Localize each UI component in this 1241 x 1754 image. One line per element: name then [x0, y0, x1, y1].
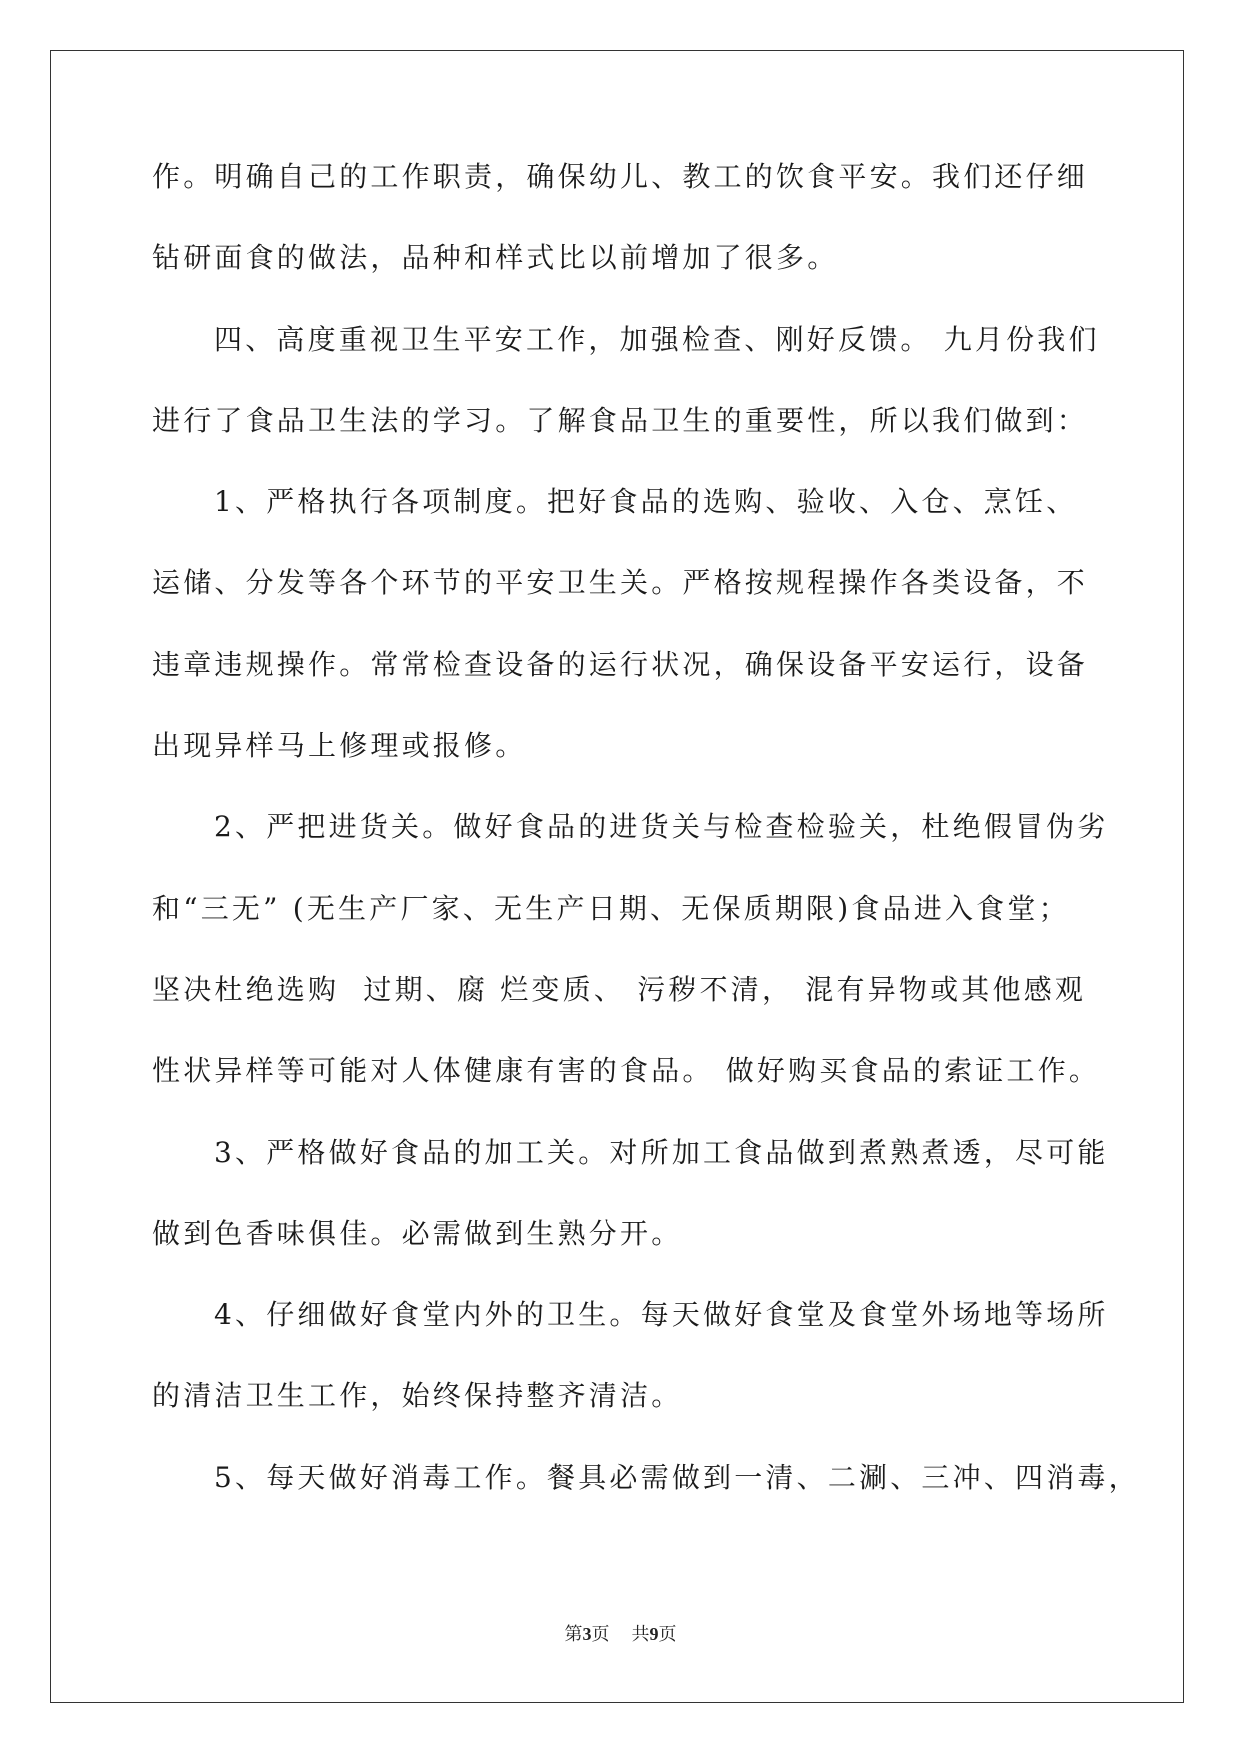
- paragraph-start-line: 1、严格执行各项制度。把好食品的选购、验收、入仓、烹饪、: [214, 485, 1078, 519]
- text-line: 作。明确自己的工作职责，确保幼儿、教工的饮食平安。我们还仔细: [152, 160, 1089, 193]
- page-footer: [0, 1620, 1241, 1646]
- page-number: 3: [582, 1624, 592, 1644]
- text-line: 进行了食品卫生法的学习。了解食品卫生的重要性，所以我们做到：: [152, 403, 1089, 437]
- total-prefix: 共: [631, 1624, 650, 1644]
- text-line: 运储、分发等各个环节的平安卫生关。严格按规程操作各类设备，不: [152, 566, 1089, 600]
- total-suffix: 页: [658, 1624, 677, 1644]
- text-line: 的清洁卫生工作，始终保持整齐清洁。: [152, 1379, 683, 1413]
- text-line: 和“三无” (无生产厂家、无生产日期、无保质期限)食品进入食堂；: [152, 891, 1070, 925]
- page-suffix: 页: [591, 1624, 610, 1644]
- document-body: [152, 160, 1140, 1542]
- paragraph-start-line: 4、仔细做好食堂内外的卫生。每天做好食堂及食堂外场地等场所: [214, 1298, 1109, 1332]
- paragraph-start-line: 3、严格做好食品的加工关。对所加工食品做到煮熟煮透，尽可能: [214, 1135, 1109, 1169]
- paragraph-start-line: 四、高度重视卫生平安工作，加强检查、刚好反馈。 九月份我们: [214, 322, 1100, 356]
- paragraph-start-line: 2、严把进货关。做好食品的进货关与检查检验关，杜绝假冒伪劣: [214, 810, 1109, 844]
- text-line: 违章违规操作。常常检查设备的运行状况，确保设备平安运行，设备: [152, 647, 1089, 681]
- text-line: 出现异样马上修理或报修。: [152, 729, 527, 763]
- paragraph-start-line: 5、每天做好消毒工作。餐具必需做到一清、二涮、三冲、四消毒，: [214, 1460, 1140, 1494]
- text-line: 做到色香味俱佳。必需做到生熟分开。: [152, 1216, 683, 1250]
- total-pages: 9: [649, 1624, 659, 1644]
- text-line: 坚决杜绝选购 过期、腐 烂变质、 污秽不清， 混有异物或其他感观: [152, 972, 1087, 1006]
- text-line: 钻研面食的做法，品种和样式比以前增加了很多。: [152, 241, 839, 275]
- page-prefix: 第: [564, 1624, 583, 1644]
- text-line: 性状异样等可能对人体健康有害的食品。 做好购买食品的索证工作。: [152, 1054, 1101, 1088]
